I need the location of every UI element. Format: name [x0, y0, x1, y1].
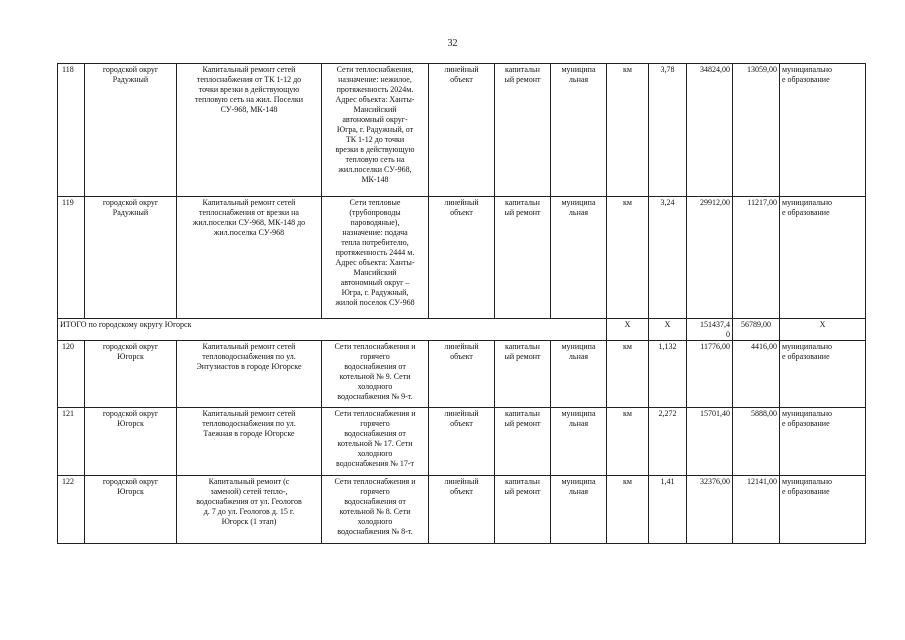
recipient-cell: муниципально е образование — [780, 64, 866, 197]
project-name-cell: Капитальный ремонт сетей теплоснабжения от врезки на жил.поселки СУ-968, МК-148 до жил.поселка СУ-968 — [177, 197, 322, 319]
quantity-cell: 1,132 — [649, 341, 687, 408]
project-name-cell: Капитальный ремонт сетей теплоснабжения от ТК 1-12 до точки врезки в действующую тепловую сеть на жил. Поселки СУ-968, МК-148 — [177, 64, 322, 197]
ownership-cell: муниципа льная — [551, 341, 607, 408]
object-type-cell: линейный объект — [429, 476, 495, 544]
object-type-cell: линейный объект — [429, 408, 495, 476]
unit-cell: км — [607, 64, 649, 197]
municipality-cell: городской округ Югорск — [85, 341, 177, 408]
row-number: 118 — [58, 64, 85, 197]
object-description-cell: Сети теплоснабжения и горячего водоснабжения от котельной № 8. Сети холодного водоснабжения № 8-т. — [322, 476, 429, 544]
ownership-cell: муниципа льная — [551, 197, 607, 319]
recipient-cell: муниципально е образование — [780, 197, 866, 319]
unit-cell: км — [607, 408, 649, 476]
object-description-cell: Сети теплоснабжения и горячего водоснабжения от котельной № 9. Сети холодного водоснабжения № 9-т. — [322, 341, 429, 408]
ownership-cell: муниципа льная — [551, 476, 607, 544]
total-cost-cell: 11776,00 — [687, 341, 733, 408]
subtotal-label: ИТОГО по городскому округу Югорск — [58, 319, 607, 341]
unit-cell: км — [607, 341, 649, 408]
total-cost-cell: 29912,00 — [687, 197, 733, 319]
row-number: 121 — [58, 408, 85, 476]
unit-cell: Х — [607, 319, 649, 341]
recipient-cell: муниципально е образование — [780, 341, 866, 408]
project-name-cell: Капитальный ремонт сетей тепловодоснабжения по ул. Таежная в городе Югорске — [177, 408, 322, 476]
municipality-cell: городской округ Радужный — [85, 64, 177, 197]
work-type-cell: капитальн ый ремонт — [495, 476, 551, 544]
amount-cell: 56789,00 — [733, 319, 780, 341]
amount-cell: 11217,00 — [733, 197, 780, 319]
row-number: 122 — [58, 476, 85, 544]
total-cost-cell: 15701,40 — [687, 408, 733, 476]
object-description-cell: Сети тепловые (трубопроводы пароводяные), назначение: подача тепла потребителю, протяженность 2444 м. Адрес объекта: Ханты- Мансийский автономный округ – Югра, г. Радужный, жилой поселок СУ-968 — [322, 197, 429, 319]
ownership-cell: муниципа льная — [551, 64, 607, 197]
total-cost-cell: 32376,00 — [687, 476, 733, 544]
municipality-cell: городской округ Югорск — [85, 476, 177, 544]
work-type-cell: капитальн ый ремонт — [495, 197, 551, 319]
table-row — [58, 476, 866, 544]
unit-cell: км — [607, 197, 649, 319]
works-table — [57, 63, 866, 544]
quantity-cell: 3,24 — [649, 197, 687, 319]
page-number: 32 — [447, 38, 458, 49]
amount-cell: 4416,00 — [733, 341, 780, 408]
amount-cell: 5888,00 — [733, 408, 780, 476]
recipient-cell: муниципально е образование — [780, 408, 866, 476]
recipient-cell: Х — [780, 319, 866, 341]
quantity-cell: 1,41 — [649, 476, 687, 544]
object-description-cell: Сети теплоснабжения и горячего водоснабжения от котельной № 17. Сети холодного водоснабжения № 17-т — [322, 408, 429, 476]
row-number: 119 — [58, 197, 85, 319]
object-description-cell: Сети теплоснабжения, назначение: нежилое, протяженность 2024м. Адрес объекта: Ханты- Мансийский автономный округ- Югра, г. Радужный, от ТК 1-12 до точки врезки в действующую тепловую сеть на жил.поселки СУ-968, МК-148 — [322, 64, 429, 197]
project-name-cell: Капитальный ремонт сетей тепловодоснабжения по ул. Энтузиастов в городе Югорске — [177, 341, 322, 408]
municipality-cell: городской округ Югорск — [85, 408, 177, 476]
quantity-cell: Х — [649, 319, 687, 341]
table-row — [58, 341, 866, 408]
municipality-cell: городской округ Радужный — [85, 197, 177, 319]
quantity-cell: 3,78 — [649, 64, 687, 197]
work-type-cell: капитальн ый ремонт — [495, 341, 551, 408]
work-type-cell: капитальн ый ремонт — [495, 408, 551, 476]
object-type-cell: линейный объект — [429, 64, 495, 197]
amount-cell: 12141,00 — [733, 476, 780, 544]
total-cost-cell: 34824,00 — [687, 64, 733, 197]
table-row — [58, 408, 866, 476]
unit-cell: км — [607, 476, 649, 544]
total-cost-cell: 151437,4 0 — [687, 319, 733, 341]
amount-cell: 13059,00 — [733, 64, 780, 197]
recipient-cell: муниципально е образование — [780, 476, 866, 544]
object-type-cell: линейный объект — [429, 341, 495, 408]
row-number: 120 — [58, 341, 85, 408]
work-type-cell: капитальн ый ремонт — [495, 64, 551, 197]
subtotal-row — [58, 319, 866, 341]
project-name-cell: Капитальный ремонт (с заменой) сетей тепло-, водоснабжения от ул. Геологов д. 7 до ул. Геологов д. 15 г. Югорск (1 этап) — [177, 476, 322, 544]
object-type-cell: линейный объект — [429, 197, 495, 319]
table-row — [58, 197, 866, 319]
ownership-cell: муниципа льная — [551, 408, 607, 476]
table-row — [58, 64, 866, 197]
quantity-cell: 2,272 — [649, 408, 687, 476]
